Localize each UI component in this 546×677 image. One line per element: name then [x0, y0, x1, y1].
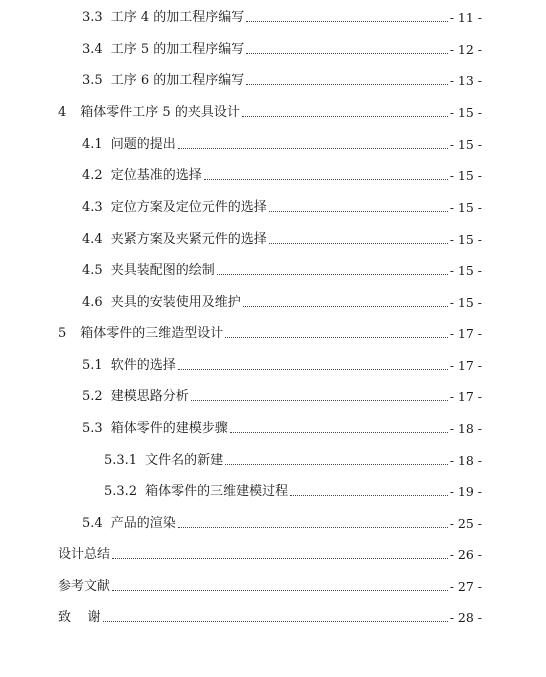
toc-entry-4-3[interactable]: [82, 196, 482, 216]
toc-entry-5-3-1[interactable]: [104, 449, 482, 469]
dot-leader: [269, 210, 448, 212]
toc-entry-4-4[interactable]: [82, 228, 482, 248]
toc-page-number: - 17 -: [449, 389, 482, 404]
toc-page-number: - 17 -: [449, 326, 482, 341]
toc-number: 3.4: [82, 42, 103, 57]
toc-number: 4.2: [82, 168, 103, 183]
toc-page-number: - 25 -: [449, 516, 482, 531]
toc-number: 4.4: [82, 232, 103, 247]
dot-leader: [230, 431, 448, 433]
toc-title: 建模思路分析: [110, 389, 189, 404]
toc-title: 箱体零件的建模步骤: [110, 421, 228, 436]
dot-leader: [112, 557, 448, 559]
toc-title: 箱体零件的三维建模过程: [145, 484, 289, 499]
toc-title: 夹紧方案及夹紧元件的选择: [110, 232, 267, 247]
toc-page-number: - 15 -: [449, 105, 482, 120]
toc-page-number: - 15 -: [449, 263, 482, 278]
toc-title: 箱体零件的三维造型设计: [80, 326, 224, 341]
toc-title: 夹具装配图的绘制: [110, 263, 215, 278]
toc-page-number: - 18 -: [449, 421, 482, 436]
toc-page-number: - 28 -: [449, 610, 482, 625]
toc-page-number: - 27 -: [449, 579, 482, 594]
toc-entry-5[interactable]: [58, 322, 482, 342]
toc-title: 产品的渲染: [110, 516, 176, 531]
toc-entry-5-1[interactable]: [82, 354, 482, 374]
toc-page-number: - 15 -: [449, 137, 482, 152]
toc-page-number: - 11 -: [449, 10, 482, 25]
toc-page-number: - 19 -: [449, 484, 482, 499]
toc-number: 5.1: [82, 358, 103, 373]
toc-page-number: - 26 -: [449, 547, 482, 562]
toc-entry-design-summary[interactable]: [58, 543, 482, 563]
toc-title: 致 谢: [58, 610, 101, 625]
toc-entry-5-4[interactable]: [82, 512, 482, 532]
toc-entry-4-1[interactable]: [82, 133, 482, 153]
toc-title: 箱体零件工序 5 的夹具设计: [80, 105, 240, 120]
dot-leader: [246, 83, 447, 85]
dot-leader: [269, 242, 448, 244]
toc-number: 5.3.1: [104, 453, 138, 468]
toc-title: 参考文献: [58, 579, 111, 594]
toc-title: 定位方案及定位元件的选择: [110, 200, 267, 215]
toc-title: 夹具的安装使用及维护: [110, 295, 241, 310]
toc-entry-3-4[interactable]: [82, 38, 482, 58]
dot-leader: [178, 368, 448, 370]
toc-number: 5.2: [82, 389, 103, 404]
dot-leader: [103, 620, 448, 622]
dot-leader: [242, 115, 448, 117]
toc-entry-references[interactable]: [58, 575, 482, 595]
toc-number: 3.3: [82, 10, 103, 25]
toc-page-number: - 17 -: [449, 358, 482, 373]
dot-leader: [112, 589, 448, 591]
toc-entry-3-5[interactable]: [82, 69, 482, 89]
dot-leader: [243, 305, 448, 307]
toc-number: 4.3: [82, 200, 103, 215]
toc-page-number: - 15 -: [449, 295, 482, 310]
toc-number: 4.1: [82, 137, 103, 152]
dot-leader: [178, 147, 448, 149]
dot-leader: [178, 526, 448, 528]
toc-entry-4-5[interactable]: [82, 259, 482, 279]
toc-page-number: - 12 -: [449, 42, 482, 57]
toc-entry-4-2[interactable]: [82, 164, 482, 184]
toc-title: 工序 4 的加工程序编写: [110, 10, 245, 25]
dot-leader: [225, 463, 448, 465]
toc-entry-5-3[interactable]: [82, 417, 482, 437]
toc-title: 设计总结: [58, 547, 111, 562]
toc-number: 4: [58, 105, 67, 120]
toc-title: 软件的选择: [110, 358, 176, 373]
toc-entry-acknowledgements[interactable]: [58, 606, 482, 626]
toc-title: 工序 6 的加工程序编写: [110, 73, 245, 88]
dot-leader: [217, 273, 448, 275]
toc-entry-4[interactable]: [58, 101, 482, 121]
toc-number: 5.4: [82, 516, 103, 531]
toc-entry-3-3[interactable]: [82, 6, 482, 26]
toc-number: 5.3.2: [104, 484, 138, 499]
toc-page-number: - 18 -: [449, 453, 482, 468]
toc-page-number: - 15 -: [449, 232, 482, 247]
dot-leader: [246, 52, 447, 54]
toc-number: 4.5: [82, 263, 103, 278]
dot-leader: [246, 20, 447, 22]
toc-entry-5-2[interactable]: [82, 385, 482, 405]
dot-leader: [225, 336, 447, 338]
toc-title: 问题的提出: [110, 137, 176, 152]
dot-leader: [204, 178, 448, 180]
toc-number: 3.5: [82, 73, 103, 88]
toc-number: 4.6: [82, 295, 103, 310]
toc-entry-4-6[interactable]: [82, 291, 482, 311]
toc-page-number: - 15 -: [449, 200, 482, 215]
toc-entry-5-3-2[interactable]: [104, 480, 482, 500]
toc-number: 5: [58, 326, 67, 341]
toc-number: 5.3: [82, 421, 103, 436]
toc-page-number: - 13 -: [449, 73, 482, 88]
toc-title: 工序 5 的加工程序编写: [110, 42, 245, 57]
toc-page-number: - 15 -: [449, 168, 482, 183]
toc-title: 文件名的新建: [145, 453, 224, 468]
toc-title: 定位基准的选择: [110, 168, 202, 183]
dot-leader: [290, 494, 448, 496]
dot-leader: [191, 399, 448, 401]
